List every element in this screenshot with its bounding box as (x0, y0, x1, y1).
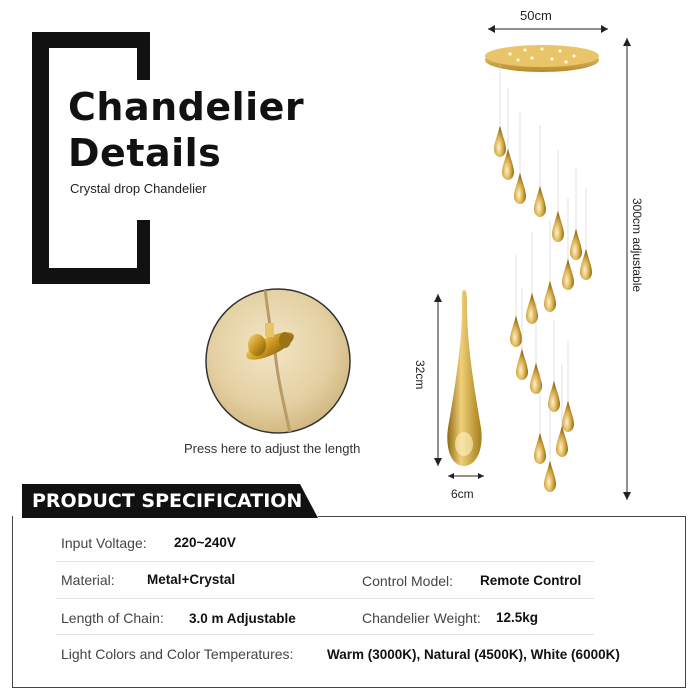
page-subtitle: Crystal drop Chandelier (70, 181, 207, 196)
input-voltage-value: 220~240V (174, 535, 236, 550)
chandelier-weight-value: 12.5kg (496, 610, 539, 625)
control-model-value: Remote Control (480, 573, 582, 588)
adjuster-caption: Press here to adjust the length (184, 441, 361, 456)
title-line-2: Details (68, 131, 222, 175)
spec-row-divider (56, 561, 594, 562)
frame-bracket-top-right (137, 32, 150, 80)
drop-width-arrow (446, 470, 486, 482)
drop-width-label: 6cm (451, 487, 474, 501)
drop-height-label: 32cm (413, 360, 427, 390)
material-value: Metal+Crystal (147, 572, 236, 587)
title-line-1: Chandelier (68, 85, 305, 129)
spec-row-divider (56, 634, 594, 635)
chain-length-label: Length of Chain: (61, 610, 164, 626)
chain-length-value: 3.0 m Adjustable (189, 611, 296, 626)
height-label: 300cm adjustable (630, 198, 644, 293)
width-label: 50cm (520, 8, 552, 23)
spec-row-divider (56, 598, 594, 599)
chandelier-weight-label: Chandelier Weight: (362, 610, 481, 626)
spec-heading: PRODUCT SPECIFICATION (32, 490, 303, 512)
control-model-label: Control Model: (362, 573, 454, 589)
material-label: Material: (61, 572, 115, 588)
page-title (68, 84, 304, 176)
adjuster-detail-photo (205, 288, 351, 434)
frame-bracket-left (32, 32, 49, 284)
chandelier-illustration (470, 30, 620, 508)
spec-top-border (318, 516, 686, 517)
light-colors-value: Warm (3000K), Natural (4500K), White (6000K) (327, 647, 620, 662)
drop-height-arrow (431, 292, 445, 468)
frame-bracket-bottom (32, 268, 150, 284)
input-voltage-label: Input Voltage: (61, 535, 147, 551)
light-colors-label: Light Colors and Color Temperatures: (61, 646, 294, 662)
single-drop-illustration (446, 288, 486, 478)
frame-bracket-bottom-right (137, 220, 150, 284)
frame-bracket-top (32, 32, 150, 48)
